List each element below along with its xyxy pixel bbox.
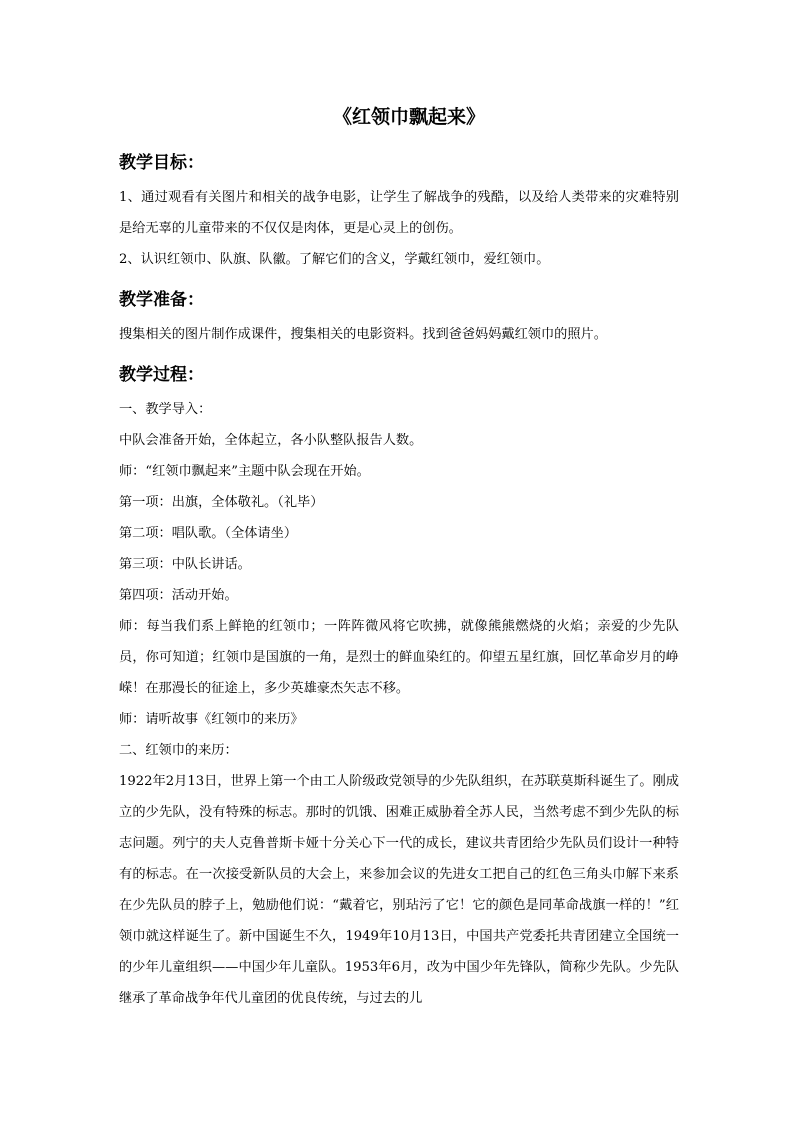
process-paragraph-8: 师：每当我们系上鲜艳的红领巾；一阵阵微风将它吹拂，就像熊熊燃烧的火焰；亲爱的少先队员，你可知道；红领巾是国旗的一角，是烈士的鲜血染红的。仰望五星红旗，回忆革命岁月的峥嵘！在那漫长的征途上，多少英雄豪杰矢志不移。: [119, 619, 679, 696]
process-paragraph-6: 第三项：中队长讲话。: [119, 557, 251, 572]
process-paragraph-5: 第二项：唱队歌。（全体请坐）: [119, 526, 298, 541]
process-paragraph-10: 二、红领巾的来历：: [119, 743, 238, 758]
process-paragraph-11: 1922年2月13日，世界上第一个由工人阶级政党领导的少先队组织，在苏联莫斯科诞生了。刚成立的少先队，没有特殊的标志。那时的饥饿、困难正威胁着全苏人民，当然考虑不到少先队的标志问题。列宁的夫人克鲁普斯卡娅十分关心下一代的成长，建议共青团给少先队员们设计一种特有的标志。在一次接受新队员的大会上，来参加会议的先进女工把自己的红色三角头巾解下来系在少先队员的脖子上，勉励他们说：“戴着它，别玷污了它！它的颜色是同革命战旗一样的！”红领巾就这样诞生了。新中国诞生不久，1949年10月13日，中国共产党委托共青团建立全国统一的少年儿童组织——中国少年儿童队。1953年6月，改为中国少年先锋队，简称少先队。少先队继承了革命战争年代儿童团的优良传统，与过去的儿: [119, 774, 679, 1006]
process-paragraph-2: 中队会准备开始，全体起立，各小队整队报告人数。: [119, 433, 423, 448]
process-paragraph-9: 师：请听故事《红领巾的来历》: [119, 712, 304, 727]
process-paragraph-3: 师：“红领巾飘起来”主题中队会现在开始。: [119, 464, 370, 479]
document-page: [119, 100, 679, 1014]
heading-teaching-goals: 教学目标：: [119, 153, 204, 173]
heading-teaching-preparation: 教学准备：: [119, 290, 204, 310]
heading-teaching-process: 教学过程：: [119, 365, 204, 385]
goal-paragraph-2: 2、认识红领巾、队旗、队徽。了解它们的含义，学戴红领巾，爱红领巾。: [119, 252, 550, 267]
goal-paragraph-1: 1、通过观看有关图片和相关的战争电影，让学生了解战争的残酷，以及给人类带来的灾难特别是给无辜的儿童带来的不仅仅是肉体，更是心灵上的创伤。: [119, 190, 679, 236]
document-title: 《红领巾飘起来》: [332, 106, 485, 128]
process-paragraph-1: 一、教学导入：: [119, 402, 212, 417]
preparation-paragraph: 搜集相关的图片制作成课件，搜集相关的电影资料。找到爸爸妈妈戴红领巾的照片。: [119, 327, 607, 342]
process-paragraph-4: 第一项：出旗，全体敬礼。（礼毕）: [119, 495, 324, 510]
process-paragraph-7: 第四项：活动开始。: [119, 588, 238, 603]
